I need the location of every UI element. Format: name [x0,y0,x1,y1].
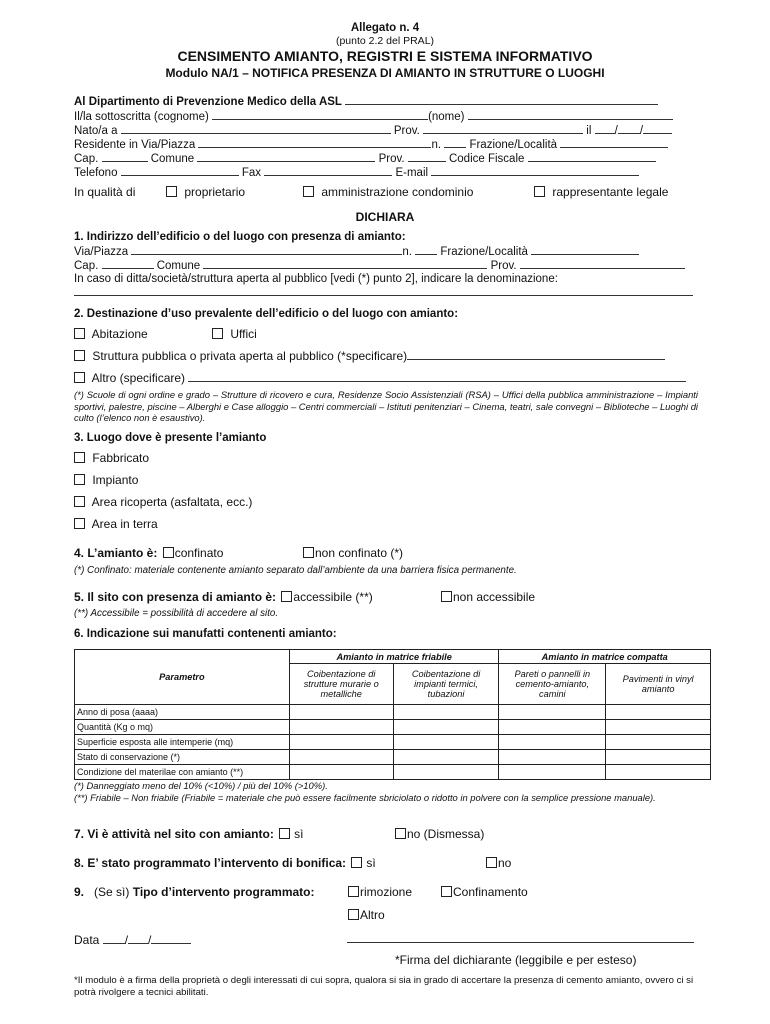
birth-month-field[interactable] [618,124,640,134]
name-label: (nome) [428,111,465,123]
quality-label: In qualità di [74,185,136,199]
footer-note: *Il modulo è a firma della proprietà o degli interessati di cui sopra, qualora si sia in grado di accertare la presenza di cemento amianto, ovvero ci si potrà rivolgere a tecnici abilitati. [74,975,694,998]
row-label: Quantità (Kg o mq) [75,720,290,735]
site-cap-row [74,259,685,272]
param-header: Parametro [75,650,290,705]
residence-label: Residente in Via/Piazza [74,139,196,151]
signature-line-row [347,933,694,946]
section-5-title: 5. Il sito con presenza di amianto è: [74,590,277,604]
option-label: Area in terra [91,517,158,531]
asl-label: Al Dipartimento di Prevenzione Medico della ASL [74,96,342,108]
email-label: E-mail [395,167,429,179]
checkbox[interactable] [74,518,85,529]
residence-n-field[interactable] [444,138,466,148]
place-fabbricato[interactable] [74,451,149,465]
site-prov-label: Prov. [490,260,517,272]
date-year-field[interactable] [151,934,191,944]
table-cell[interactable] [393,750,499,765]
checkbox-attivita-si[interactable] [279,828,290,839]
site-n-label: n. [402,246,412,258]
checkbox[interactable] [395,828,406,839]
use-altro[interactable] [74,371,686,385]
table-cell[interactable] [289,705,393,720]
site-cap-field[interactable] [102,259,154,269]
table-cell[interactable] [289,735,393,750]
born-prov-field[interactable] [423,124,583,134]
option-altro-intervento[interactable] [348,908,385,922]
table-row [75,735,711,750]
birth-year-field[interactable] [643,124,672,134]
asl-row [74,95,658,108]
col-header-4: Pavimenti in vinyl amianto [606,664,711,705]
place-area-terra[interactable] [74,517,158,531]
option-label: Struttura pubblica o privata aperta al pubblico (*specificare) [92,349,408,363]
checkbox[interactable] [74,328,85,339]
checkbox[interactable] [303,547,314,558]
table-cell[interactable] [499,750,606,765]
section-3-title: 3. Luogo dove è presente l’amianto [74,432,267,444]
option-bonifica-no[interactable] [486,856,511,870]
option-label: rappresentante legale [552,185,669,199]
checkbox[interactable] [74,452,85,463]
quality-option-condo[interactable] [303,185,473,199]
date-month-field[interactable] [128,934,148,944]
born-label: Nato/a a [74,125,118,137]
row-label: Superficie esposta alle intemperie (mq) [75,735,290,750]
site-prov-field[interactable] [520,259,685,269]
res-prov-field[interactable] [408,152,446,162]
section-8-row [74,856,376,870]
cf-label: Codice Fiscale [448,153,525,165]
table-cell[interactable] [393,765,499,780]
contact-row [74,166,639,179]
date-separator: / [124,933,129,947]
option-label: Area ricoperta (asfaltata, ecc.) [91,495,253,509]
section-6-title: 6. Indicazione sui manufatti contenenti amianto: [74,628,337,640]
table-cell[interactable] [289,765,393,780]
table-cell[interactable] [289,720,393,735]
residence-row [74,138,668,151]
table-cell[interactable] [393,735,499,750]
option-label: no (Dismessa) [407,827,485,841]
cap-row [74,152,656,165]
table-row [75,720,711,735]
checkbox-confinato[interactable] [163,547,174,558]
checkbox[interactable] [212,328,223,339]
allegato-label: Allegato n. 4 [350,22,420,34]
option-label: confinato [174,546,224,560]
section-5-note: (**) Accessibile = possibilità di accedere al sito. [74,608,279,619]
date-separator: / [639,125,644,137]
residence-fraction-label: Frazione/Località [469,139,558,151]
site-via-field[interactable] [131,245,402,255]
row-label: Condizione del materilae con amianto (**) [75,765,290,780]
quality-option-legal[interactable] [534,185,668,199]
checkbox[interactable] [486,857,497,868]
table-cell[interactable] [606,765,711,780]
table-cell[interactable] [499,705,606,720]
table-cell[interactable] [499,720,606,735]
birth-day-field[interactable] [595,124,615,134]
table-cell[interactable] [289,750,393,765]
fax-label: Fax [241,167,262,179]
use-abitazione[interactable] [74,327,148,341]
date-separator: / [614,125,618,137]
table-cell[interactable] [606,720,711,735]
table-cell[interactable] [393,705,499,720]
table-row [75,750,711,765]
option-confinamento[interactable] [441,885,528,899]
col-header-3: Pareti o pannelli in cemento-amianto, camini [499,664,606,705]
cap-field[interactable] [102,152,148,162]
quality-option-owner[interactable] [166,185,245,199]
born-field[interactable] [121,124,391,134]
checkbox[interactable] [348,909,359,920]
section-9-pre: (Se sì) [94,885,130,899]
table-cell[interactable] [393,720,499,735]
option-label: non confinato (*) [315,546,404,560]
use-uffici[interactable] [212,327,257,341]
row-label: Anno di posa (aaaa) [75,705,290,720]
site-fraction-label: Frazione/Località [440,246,528,258]
punto-label: (punto 2.2 del PRAL) [335,35,435,47]
table-cell[interactable] [606,705,711,720]
site-n-field[interactable] [415,245,437,255]
place-impianto[interactable] [74,473,138,487]
res-prov-label: Prov. [378,153,405,165]
checkbox[interactable] [74,496,85,507]
company-text: In caso di ditta/società/struttura aperta al pubblico [vedi (*) punto 2], indicare la denominazione: [74,273,558,285]
option-label: Impianto [92,473,139,487]
name-field[interactable] [468,110,673,120]
table-row [75,765,711,780]
fax-field[interactable] [264,166,392,176]
option-label: non accessibile [453,590,536,604]
option-label: Abitazione [91,327,148,341]
section-4-note: (*) Confinato: materiale contenente amianto separato dall’ambiente da una barriera fisica permanente. [74,565,517,576]
site-via-label: Via/Piazza [74,246,129,258]
residence-fraction-field[interactable] [560,138,668,148]
section-9-number: 9. [74,885,85,899]
residence-n-label: n. [431,139,442,151]
section-9-row [74,885,315,899]
date-label: Data [74,933,100,947]
row-label: Stato di conservazione (*) [75,750,290,765]
birth-row [74,124,672,137]
born-prov-label: Prov. [393,125,420,137]
surname-field[interactable] [212,110,428,120]
checkbox[interactable] [74,372,85,383]
signature-label: *Firma del dichiarante (leggibile e per esteso) [395,953,637,967]
table-cell[interactable] [606,750,711,765]
table-row [75,705,711,720]
comune-field[interactable] [197,152,375,162]
option-label: Uffici [230,327,257,341]
section-4-row [74,546,223,560]
cf-field[interactable] [528,152,656,162]
cap-label: Cap. [74,153,99,165]
section-7-title: 7. Vi è attività nel sito con amianto: [74,827,274,841]
checkbox[interactable] [303,186,314,197]
option-rimozione[interactable] [348,885,412,899]
table-cell[interactable] [499,765,606,780]
option-non-accessibile[interactable] [441,590,535,604]
col-header-2: Coibentazione di impianti termici, tubazioni [393,664,499,705]
checkbox-bonifica-si[interactable] [351,857,362,868]
residence-field[interactable] [198,138,431,148]
altro-field[interactable] [188,372,686,382]
surname-row [74,110,673,123]
section-9-title: Tipo d’intervento programmato: [132,885,315,899]
option-label: rimozione [360,885,413,899]
option-label: sì [294,827,304,841]
section-4-title: 4. L’amianto è: [74,546,158,560]
option-label: sì [366,856,376,870]
site-comune-label: Comune [156,260,201,272]
option-label: Confinamento [453,885,528,899]
table-note-1: (*) Danneggiato meno del 10% (<10%) / più del 10% (>10%). [74,780,328,791]
option-non-confinato[interactable] [303,546,403,560]
date-row [74,933,191,947]
checkbox[interactable] [74,474,85,485]
checkbox[interactable] [74,350,85,361]
page-title: CENSIMENTO AMIANTO, REGISTRI E SISTEMA INFORMATIVO [177,48,593,64]
table-cell[interactable] [499,735,606,750]
company-row [74,286,693,299]
option-label: Altro (specificare) [91,371,186,385]
phone-label: Telefono [74,167,118,179]
option-attivita-no[interactable] [395,827,484,841]
page-subtitle: Modulo NA/1 – NOTIFICA PRESENZA DI AMIANTO IN STRUTTURE O LUOGHI [165,66,605,80]
birth-date-label: il [586,125,592,137]
checkbox[interactable] [166,186,177,197]
table-note-2: (**) Friabile – Non friabile (Friabile = materiale che può essere facilmente sbriciolato o ridotto in polvere con la semplice pressione manuale). [74,792,656,803]
checkbox[interactable] [534,186,545,197]
table-cell[interactable] [606,735,711,750]
section-5-row [74,590,373,604]
checkbox[interactable] [441,591,452,602]
option-label: amministrazione condominio [321,185,474,199]
compact-header: Amianto in matrice compatta [499,650,711,664]
date-day-field[interactable] [103,934,125,944]
option-label: Altro [360,908,385,922]
checkbox-accessibile[interactable] [281,591,292,602]
option-label: Fabbricato [92,451,150,465]
site-comune-field[interactable] [203,259,487,269]
col-header-1: Coibentazione di strutture murarie o metalliche [289,664,393,705]
site-address-row [74,245,639,258]
use-struttura[interactable] [74,349,665,363]
option-label: proprietario [184,185,246,199]
option-label: no [498,856,512,870]
email-field[interactable] [431,166,639,176]
date-separator: / [148,933,152,947]
friable-header: Amianto in matrice friabile [289,650,499,664]
company-field[interactable] [74,286,693,296]
option-label: accessibile (**) [293,590,373,604]
use-footnote: (*) Scuole di ogni ordine e grado – Strutture di ricovero e cura, Residenze Socio Assistenziali (RSA) – Uffici della pubblica amministrazione – Impianti sportivi, palestre, piscine – Alberghi e Case alloggio – Centri commerciali – Istituti penitenziari – Cinema, teatri, sale convegni – Biblioteche – Luoghi di culto (l’elenco non è esaustivo). [74,389,698,423]
site-fraction-field[interactable] [531,245,639,255]
section-8-title: 8. E’ stato programmato l’intervento di bonifica: [74,856,347,870]
struttura-field[interactable] [407,350,665,360]
asbestos-table [74,649,711,780]
checkbox[interactable] [348,886,359,897]
surname-label: Il/la sottoscritta (cognome) [74,111,209,123]
place-area-ricoperta[interactable] [74,495,252,509]
comune-label: Comune [150,153,195,165]
signature-field[interactable] [347,933,694,943]
section-1-title: 1. Indirizzo dell’edificio o del luogo con presenza di amianto: [74,231,406,243]
phone-field[interactable] [121,166,239,176]
dichiara-heading: DICHIARA [355,210,415,224]
site-cap-label: Cap. [74,260,99,272]
section-7-row [74,827,304,841]
asl-field[interactable] [345,95,658,105]
section-2-title: 2. Destinazione d’uso prevalente dell’edificio o del luogo con amianto: [74,308,459,320]
checkbox[interactable] [441,886,452,897]
